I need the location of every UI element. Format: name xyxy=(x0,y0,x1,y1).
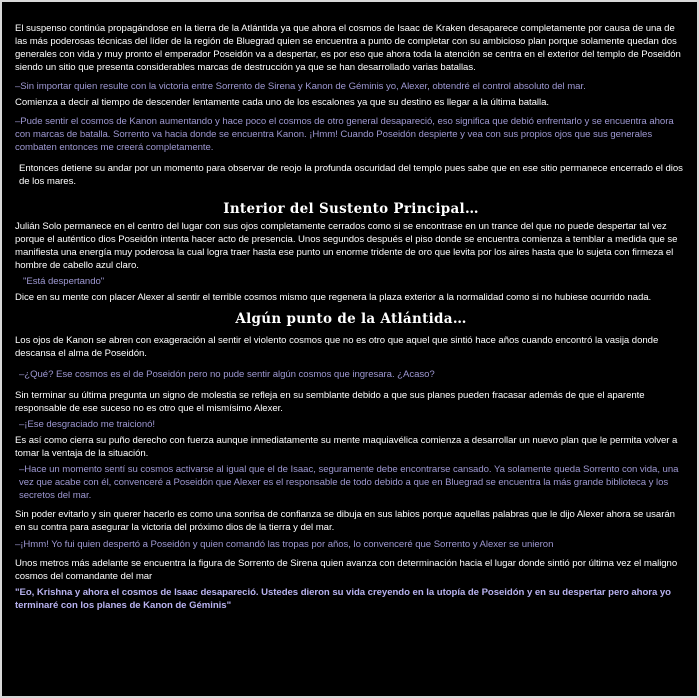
paragraph-alexer-thinks: Dice en su mente con placer Alexer al sentir el terrible cosmos mismo que regenera la plaza exterior a la normalidad como si no hubiese ocurrido nada. xyxy=(15,292,652,303)
dialogue-sorrento: "Eo, Krishna y ahora el cosmos de Isaac desapareció. Ustedes dieron su vida creyendo en la utopía de Poseidón y en su despertar pero ahora yo terminaré con los planes de Kanon de Géminis" xyxy=(15,587,671,611)
dialogue-kanon-1: –¿Qué? Ese cosmos es el de Poseidón pero no pude sentir algún cosmos que ingresara. ¿Acaso? xyxy=(19,369,435,380)
section-heading-atlantida: Algún punto de la Atlántida… xyxy=(235,311,467,327)
paragraph-descend: Comienza a decir al tiempo de descender lentamente cada uno de los escalones ya que su destino es llegar a la última batalla. xyxy=(15,97,549,108)
dialogue-kanon-3: –Hace un momento sentí su cosmos activarse al igual que el de Isaac, seguramente debe encontrarse cansado. Ya solamente queda Sorrento con vida, una vez que acabe con él, convenceré a Poseidón que Alexer es el responsable de todo debido a que en Bluegrad se encuentra la más grande biblioteca y los secretos del mar. xyxy=(19,464,679,501)
paragraph-temple-darkness: Entonces detiene su andar por un momento para observar de reojo la profunda oscuridad del templo pues sabe que en ese sitio permanece encerrado el dios de los mares. xyxy=(19,163,683,187)
paragraph-kanon-fist: Es así como cierra su puño derecho con fuerza aunque inmediatamente su mente maquiavélica comienza a desarrollar un nuevo plan que le permita volver a tomar la ventaja de la situación. xyxy=(15,435,678,459)
paragraph-kanon-eyes: Los ojos de Kanon se abren con exageración al sentir el violento cosmos que no es otro que aquel que sintió hace años cuando encontró la vasija donde descansa el alma de Poseidón. xyxy=(15,335,659,359)
section-heading-interior: Interior del Sustento Principal… xyxy=(223,201,479,217)
thought-alexer: "Está despertando" xyxy=(23,276,105,287)
dialogue-alexer-2: –Pude sentir el cosmos de Kanon aumentando y hace poco el cosmos de otro general desapareció, eso significa que debió enfrentarlo y se encuentra ahora con marcas de batalla. Sorrento va hacia donde se encuentra Kanon. ¡Hmm! Cuando Poseidón despierte y vea con sus propios ojos que sus generales combaten entonces me creerá completamente. xyxy=(15,116,674,153)
paragraph-julian-solo: Julián Solo permanece en el centro del lugar con sus ojos completamente cerrados como si se encontrase en un trance del que no puede despertar tal vez porque el auténtico dios Poseidón intenta hacer acto de presencia. Unos segundos después el piso donde se encuentra comienza a temblar a medida que se manifiesta una energía muy poderosa la cual logra traer hasta ese punto un enorme tridente de oro que levita por los aires hasta que lo sujeta con firmeza el hombre de cabello azul claro. xyxy=(15,221,678,271)
dialogue-alexer-1: –Sin importar quien resulte con la victoria entre Sorrento de Sirena y Kanon de Géminis yo, Alexer, obtendré el control absoluto del mar. xyxy=(15,81,586,92)
dialogue-kanon-4: –¡Hmm! Yo fui quien despertó a Poseidón y quien comandó las tropas por años, lo convenceré que Sorrento y Alexer se unieron xyxy=(15,539,554,550)
paragraph-intro: El suspenso continúa propagándose en la tierra de la Atlántida ya que ahora el cosmos de Isaac de Kraken desaparece completamente por causa de una de las más poderosas técnicas del líder de la región de Bluegrad quien se encuentra a punto de completar con su ambicioso plan porque solamente quedan dos generales con vida y muy pronto el emperador Poseidón va a despertar, es por eso que ahora toda la atención se centra en el exterior del templo de Poseidón siendo un sitio que presenta considerables marcas de destrucción ya que se han desarrollado varias batallas. xyxy=(15,23,681,73)
paragraph-sorrento: Unos metros más adelante se encuentra la figura de Sorrento de Sirena quien avanza con determinación hacia el lugar donde sintió por última vez el maligno cosmos del comandante del mar xyxy=(15,558,678,582)
paragraph-kanon-annoyed: Sin terminar su última pregunta un signo de molestia se refleja en su semblante debido a que sus planes pueden fracasar además de que el aparente responsable de ese suceso no es otro que el mismísimo Alexer. xyxy=(15,390,645,414)
dialogue-kanon-2: –¡Ese desgraciado me traicionó! xyxy=(19,419,156,430)
paragraph-kanon-smile: Sin poder evitarlo y sin querer hacerlo es como una sonrisa de confianza se dibuja en sus labios porque aquellas palabras que le dijo Alexer ahora se usarán en su contra para asegurar la victoria del próximo dios de la tierra y del mar. xyxy=(15,509,675,533)
